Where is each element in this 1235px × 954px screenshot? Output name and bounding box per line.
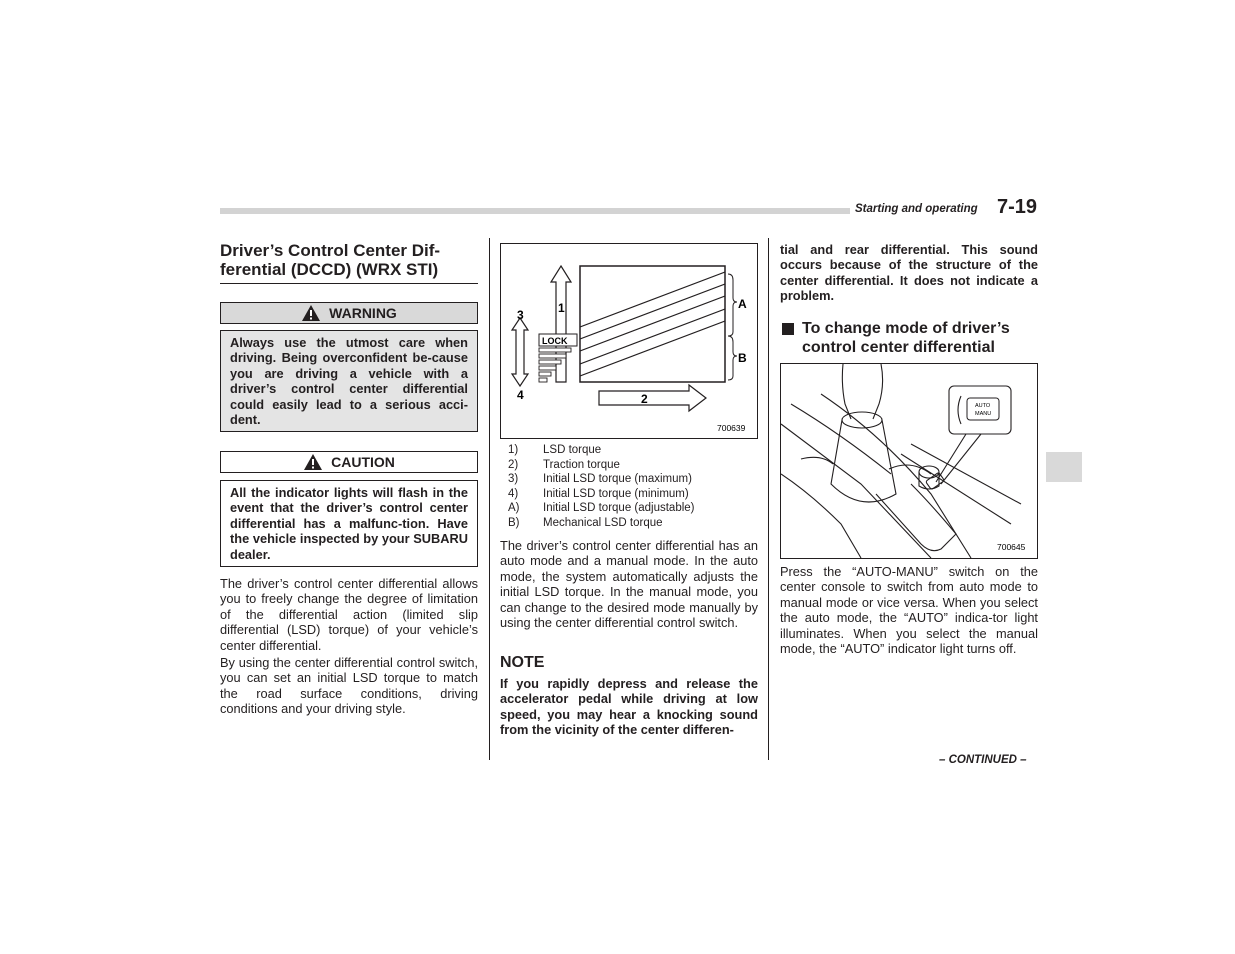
thumb-index-tab bbox=[1046, 452, 1082, 482]
warning-title: WARNING bbox=[329, 305, 397, 321]
console-drawing bbox=[781, 364, 1037, 558]
label-a: A bbox=[738, 297, 747, 311]
square-bullet-icon bbox=[782, 323, 794, 335]
switch-label-auto: AUTO bbox=[975, 403, 991, 409]
brace-b bbox=[728, 336, 737, 380]
intro-paragraph: The driver’s control center differential allows you to freely change the degree of limitation of the differential action (limited slip differential (LSD) torque) of your vehicle’s center differential. bbox=[220, 576, 478, 653]
label-1: 1 bbox=[558, 301, 565, 315]
warning-body: Always use the utmost care when driving. Being overconfident be-cause you are driving a vehicle with a driver’s control center differential could easily lead to a serious acci-dent. bbox=[220, 330, 478, 432]
label-4: 4 bbox=[517, 388, 524, 402]
legend-item: 1) LSD torque bbox=[508, 444, 602, 456]
mode-paragraph: The driver’s control center differential has an auto mode and a manual mode. In the auto mode, the system automatically adjusts the initial LSD torque. In the manual mode, you can change to the desired mode manually by using the center differential control switch. bbox=[500, 538, 758, 631]
center-console-illustration bbox=[780, 363, 1038, 559]
column-divider-left bbox=[489, 238, 490, 760]
caution-title: CAUTION bbox=[331, 454, 395, 470]
note-body: If you rapidly depress and release the accelerator pedal while driving at low speed, you may hear a knocking sound from the vicinity of the center differen- bbox=[500, 676, 758, 738]
caution-box bbox=[220, 451, 478, 567]
label-3: 3 bbox=[517, 308, 524, 322]
warning-title-bar bbox=[220, 302, 478, 324]
lsd-torque-diagram bbox=[500, 243, 758, 439]
subheading-text: To change mode of driver’s control center differential bbox=[802, 320, 1010, 356]
figure-code: 700645 bbox=[997, 542, 1026, 552]
switch-label-manu: MANU bbox=[975, 411, 992, 417]
heading-underline bbox=[220, 283, 478, 284]
switch-paragraph: Press the “AUTO-MANU” switch on the center console to switch from auto mode to manual mode or vice versa. When you select the auto mode, the “AUTO” indica-tor light illuminates. When you select the manual mode, the “AUTO” indicator light turns off. bbox=[780, 564, 1038, 657]
note-continued: tial and rear differential. This sound occurs because of the structure of the center differential. It does not indicate a problem. bbox=[780, 242, 1038, 304]
caution-icon bbox=[303, 453, 323, 471]
lsd-torque-graph bbox=[501, 244, 757, 438]
legend-item: 3) Initial LSD torque (maximum) bbox=[508, 473, 692, 486]
setting-paragraph: By using the center differential control switch, you can set an initial LSD torque to match the road surface conditions, driving conditions and your driving style. bbox=[220, 655, 478, 717]
legend-item: 2) Traction torque bbox=[508, 458, 620, 471]
legend-item: B) Mechanical LSD torque bbox=[508, 516, 663, 529]
lock-label: LOCK bbox=[542, 336, 568, 346]
warning-box bbox=[220, 302, 478, 432]
legend-item: A) Initial LSD torque (adjustable) bbox=[508, 502, 695, 515]
continued-marker: – CONTINUED – bbox=[939, 754, 1027, 766]
figure-code: 700639 bbox=[717, 423, 746, 433]
lsd-torque-arrow bbox=[551, 266, 571, 382]
page-number: 7-19 bbox=[997, 196, 1038, 218]
column-divider-right bbox=[768, 238, 769, 760]
label-b: B bbox=[738, 351, 747, 365]
traction-torque-arrow bbox=[599, 385, 706, 411]
torque-lines bbox=[580, 272, 725, 376]
page-heading: Driver’s Control Center Dif-ferential (DCCD) (WRX STI) bbox=[220, 241, 441, 279]
brace-a bbox=[728, 274, 737, 336]
diagram-legend bbox=[500, 443, 758, 531]
warning-icon bbox=[301, 304, 321, 322]
label-2: 2 bbox=[641, 392, 648, 406]
subheading bbox=[780, 320, 1038, 357]
header-bar bbox=[220, 208, 850, 214]
legend-item: 4) Initial LSD torque (minimum) bbox=[508, 487, 689, 500]
initial-torque-range-arrow bbox=[512, 318, 528, 386]
section-title: Starting and operating bbox=[855, 203, 978, 215]
caution-title-bar bbox=[220, 451, 478, 473]
caution-body: All the indicator lights will flash in the event that the driver’s control center differential has a malfunc-tion. Have the vehicle inspected by your SUBARU dealer. bbox=[220, 480, 478, 567]
note-title: NOTE bbox=[500, 654, 545, 671]
